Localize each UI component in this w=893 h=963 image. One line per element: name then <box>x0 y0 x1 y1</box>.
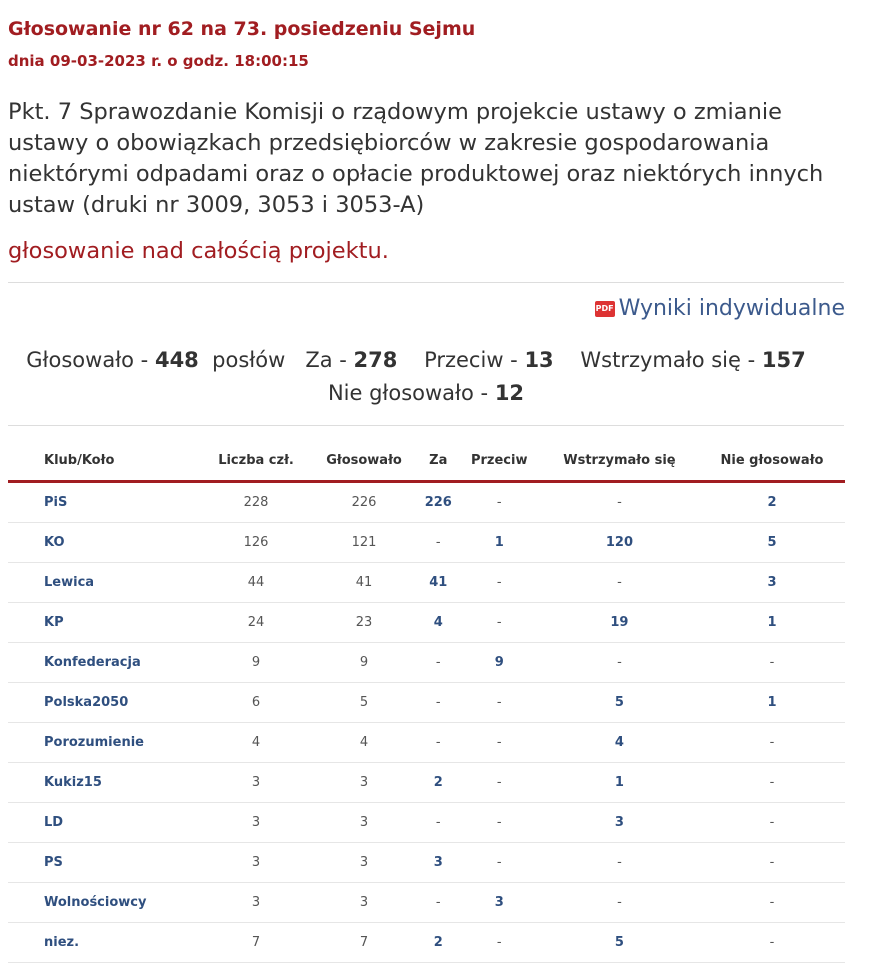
for-label: Za - <box>305 348 347 372</box>
cell-members: 228 <box>202 482 310 523</box>
club-link[interactable]: PiS <box>8 482 202 523</box>
cell-abstain[interactable]: 19 <box>540 603 699 643</box>
cell-for: - <box>418 883 459 923</box>
table-row <box>8 803 845 843</box>
cell-novote: - <box>699 803 845 843</box>
club-link[interactable]: niez. <box>8 923 202 963</box>
column-header-against: Przeciw <box>459 440 540 482</box>
cell-for: - <box>418 523 459 563</box>
abstain-count: 157 <box>761 348 806 372</box>
table-row <box>8 482 845 523</box>
vote-date: dnia 09-03-2023 r. o godz. 18:00:15 <box>8 52 309 70</box>
divider <box>8 282 844 283</box>
cell-abstain[interactable]: 3 <box>540 803 699 843</box>
cell-novote: - <box>699 883 845 923</box>
club-link[interactable]: Polska2050 <box>8 683 202 723</box>
cell-voted: 7 <box>310 923 418 963</box>
cell-novote[interactable]: 5 <box>699 523 845 563</box>
cell-abstain: - <box>540 563 699 603</box>
cell-abstain: - <box>540 643 699 683</box>
table-row <box>8 563 845 603</box>
cell-voted: 3 <box>310 843 418 883</box>
vote-summary <box>8 344 844 410</box>
results-table <box>8 440 845 963</box>
cell-against[interactable]: 1 <box>459 523 540 563</box>
against-count: 13 <box>524 348 554 372</box>
club-link[interactable]: Lewica <box>8 563 202 603</box>
table-row <box>8 643 845 683</box>
table-row <box>8 843 845 883</box>
cell-for[interactable]: 41 <box>418 563 459 603</box>
column-header-abstain: Wstrzymało się <box>540 440 699 482</box>
cell-voted: 4 <box>310 723 418 763</box>
voted-count: 448 <box>154 348 199 372</box>
cell-novote: - <box>699 723 845 763</box>
cell-voted: 3 <box>310 883 418 923</box>
individual-results-link[interactable] <box>595 296 845 321</box>
cell-members: 126 <box>202 523 310 563</box>
column-header-club: Klub/Koło <box>8 440 202 482</box>
table-row <box>8 923 845 963</box>
cell-novote: - <box>699 843 845 883</box>
cell-voted: 23 <box>310 603 418 643</box>
table-row <box>8 883 845 923</box>
abstain-label: Wstrzymało się - <box>580 348 756 372</box>
cell-members: 3 <box>202 883 310 923</box>
cell-members: 3 <box>202 763 310 803</box>
cell-for: - <box>418 723 459 763</box>
cell-abstain[interactable]: 4 <box>540 723 699 763</box>
cell-novote[interactable]: 1 <box>699 683 845 723</box>
cell-for[interactable]: 4 <box>418 603 459 643</box>
column-header-for: Za <box>418 440 459 482</box>
cell-for[interactable]: 2 <box>418 923 459 963</box>
cell-novote[interactable]: 3 <box>699 563 845 603</box>
club-link[interactable]: LD <box>8 803 202 843</box>
cell-voted: 3 <box>310 763 418 803</box>
cell-members: 3 <box>202 843 310 883</box>
club-link[interactable]: Kukiz15 <box>8 763 202 803</box>
cell-voted: 5 <box>310 683 418 723</box>
vote-subtitle: głosowanie nad całością projektu. <box>8 238 389 264</box>
cell-against: - <box>459 923 540 963</box>
for-count: 278 <box>353 348 398 372</box>
cell-members: 44 <box>202 563 310 603</box>
cell-for: - <box>418 683 459 723</box>
cell-voted: 41 <box>310 563 418 603</box>
cell-abstain[interactable]: 1 <box>540 763 699 803</box>
cell-against: - <box>459 803 540 843</box>
divider <box>8 425 844 426</box>
cell-voted: 121 <box>310 523 418 563</box>
table-row <box>8 603 845 643</box>
club-link[interactable]: PS <box>8 843 202 883</box>
cell-voted: 3 <box>310 803 418 843</box>
cell-novote[interactable]: 2 <box>699 482 845 523</box>
novote-count: 12 <box>494 381 525 405</box>
cell-abstain[interactable]: 5 <box>540 923 699 963</box>
column-header-novote: Nie głosowało <box>699 440 845 482</box>
cell-against: - <box>459 563 540 603</box>
table-row <box>8 683 845 723</box>
cell-against[interactable]: 3 <box>459 883 540 923</box>
cell-novote: - <box>699 763 845 803</box>
cell-voted: 9 <box>310 643 418 683</box>
cell-voted: 226 <box>310 482 418 523</box>
voted-unit: posłów <box>212 348 286 372</box>
cell-against: - <box>459 843 540 883</box>
pdf-icon: PDF <box>595 301 615 317</box>
cell-members: 7 <box>202 923 310 963</box>
cell-abstain: - <box>540 843 699 883</box>
cell-against: - <box>459 603 540 643</box>
cell-for[interactable]: 3 <box>418 843 459 883</box>
page-title: Głosowanie nr 62 na 73. posiedzeniu Sejmu <box>8 18 476 40</box>
cell-abstain: - <box>540 883 699 923</box>
voted-label: Głosowało - <box>26 348 149 372</box>
cell-members: 9 <box>202 643 310 683</box>
club-link[interactable]: Wolnościowcy <box>8 883 202 923</box>
cell-for: - <box>418 803 459 843</box>
cell-abstain[interactable]: 120 <box>540 523 699 563</box>
cell-novote: - <box>699 923 845 963</box>
table-row <box>8 723 845 763</box>
cell-against: - <box>459 482 540 523</box>
cell-against: - <box>459 683 540 723</box>
cell-members: 6 <box>202 683 310 723</box>
vote-topic: Pkt. 7 Sprawozdanie Komisji o rządowym projekcie ustawy o zmianie ustawy o obowiązkach przedsiębiorców w zakresie gospodarowania niektórymi odpadami oraz o opłacie produktowej oraz niektórych innych ustaw (druki nr 3009, 3053 i 3053-A) <box>8 99 824 218</box>
cell-against: - <box>459 763 540 803</box>
individual-results-label[interactable]: Wyniki indywidualne <box>618 296 845 321</box>
club-link[interactable]: KP <box>8 603 202 643</box>
novote-label: Nie głosowało - <box>327 381 489 405</box>
against-label: Przeciw - <box>424 348 518 372</box>
cell-against: - <box>459 723 540 763</box>
cell-for[interactable]: 226 <box>418 482 459 523</box>
cell-members: 4 <box>202 723 310 763</box>
cell-novote: - <box>699 643 845 683</box>
cell-abstain: - <box>540 482 699 523</box>
column-header-members: Liczba czł. <box>202 440 310 482</box>
cell-novote[interactable]: 1 <box>699 603 845 643</box>
cell-for: - <box>418 643 459 683</box>
club-link[interactable]: KO <box>8 523 202 563</box>
cell-members: 3 <box>202 803 310 843</box>
column-header-voted: Głosowało <box>310 440 418 482</box>
cell-abstain[interactable]: 5 <box>540 683 699 723</box>
cell-for[interactable]: 2 <box>418 763 459 803</box>
club-link[interactable]: Porozumienie <box>8 723 202 763</box>
cell-members: 24 <box>202 603 310 643</box>
club-link[interactable]: Konfederacja <box>8 643 202 683</box>
cell-against[interactable]: 9 <box>459 643 540 683</box>
table-row <box>8 763 845 803</box>
table-row <box>8 523 845 563</box>
